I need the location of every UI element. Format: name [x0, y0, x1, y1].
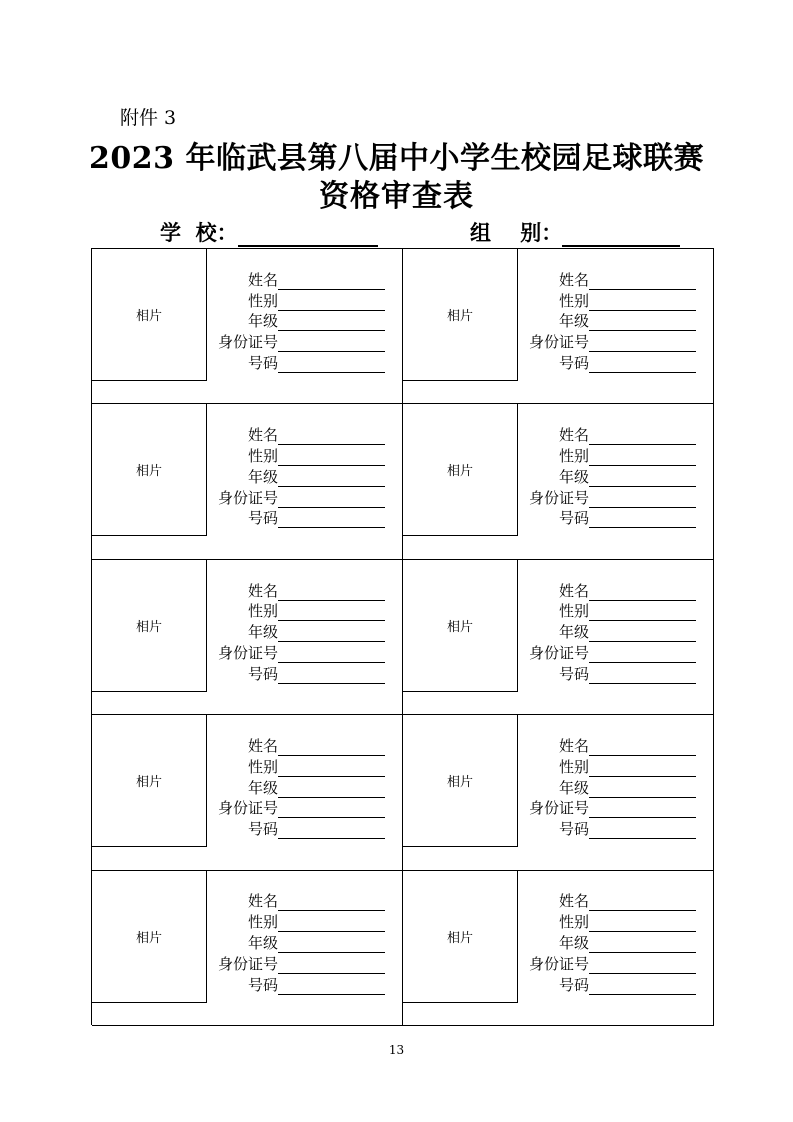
field-row [210, 953, 385, 974]
player-card [92, 560, 403, 715]
field-label: 年级 [247, 312, 278, 331]
field-row [521, 891, 696, 912]
field-row [210, 352, 385, 373]
player-fields [210, 269, 385, 373]
field-row [521, 756, 696, 777]
field-label: 姓名 [558, 426, 589, 445]
field-blank-line[interactable] [589, 470, 696, 487]
page-number: 13 [388, 1043, 405, 1057]
field-blank-line[interactable] [278, 428, 385, 445]
school-field [160, 217, 378, 247]
field-blank-line[interactable] [589, 781, 696, 798]
field-blank-line[interactable] [278, 511, 385, 528]
field-row [521, 487, 696, 508]
field-label: 性别 [558, 446, 589, 465]
field-label: 身份证号 [528, 333, 589, 352]
group-blank-line[interactable] [562, 223, 680, 247]
group-label: 组 别： [470, 220, 563, 245]
field-blank-line[interactable] [589, 667, 696, 684]
field-blank-line[interactable] [278, 646, 385, 663]
school-label: 学 校： [160, 220, 238, 245]
field-row [210, 818, 385, 839]
field-row [521, 818, 696, 839]
field-label: 年级 [558, 778, 589, 797]
player-card-grid [91, 248, 714, 1025]
field-label: 身份证号 [528, 488, 589, 507]
field-blank-line[interactable] [589, 760, 696, 777]
field-blank-line[interactable] [589, 335, 696, 352]
field-blank-line[interactable] [278, 667, 385, 684]
field-row [521, 424, 696, 445]
field-row [521, 311, 696, 332]
field-blank-line[interactable] [589, 822, 696, 839]
field-blank-line[interactable] [589, 428, 696, 445]
field-blank-line[interactable] [589, 356, 696, 373]
field-blank-line[interactable] [589, 915, 696, 932]
player-card [92, 871, 403, 1026]
field-label: 年级 [247, 623, 278, 642]
field-row [521, 352, 696, 373]
photo-box: 相片 [403, 715, 518, 847]
photo-box: 相片 [92, 560, 207, 692]
field-label: 性别 [247, 602, 278, 621]
field-label: 年级 [558, 933, 589, 952]
photo-box: 相片 [403, 560, 518, 692]
field-blank-line[interactable] [589, 978, 696, 995]
page-title: 2023 年临武县第八届中小学生校园足球联赛 [89, 141, 704, 176]
field-row [210, 974, 385, 995]
player-fields [521, 891, 696, 995]
field-blank-line[interactable] [589, 646, 696, 663]
field-blank-line[interactable] [589, 273, 696, 290]
field-label: 年级 [247, 778, 278, 797]
field-label: 号码 [558, 820, 589, 839]
field-blank-line[interactable] [278, 273, 385, 290]
field-label: 身份证号 [528, 799, 589, 818]
field-blank-line[interactable] [589, 584, 696, 601]
school-blank-line[interactable] [238, 223, 378, 247]
field-row [210, 642, 385, 663]
field-blank-line[interactable] [278, 356, 385, 373]
photo-box: 相片 [403, 871, 518, 1003]
field-label: 性别 [558, 757, 589, 776]
field-blank-line[interactable] [278, 760, 385, 777]
field-label: 性别 [558, 602, 589, 621]
photo-box: 相片 [92, 404, 207, 536]
field-label: 性别 [247, 913, 278, 932]
field-row [521, 621, 696, 642]
field-row [521, 798, 696, 819]
field-blank-line[interactable] [278, 604, 385, 621]
field-blank-line[interactable] [278, 781, 385, 798]
player-card [403, 404, 714, 559]
field-label: 号码 [247, 353, 278, 372]
field-row [210, 424, 385, 445]
field-row [521, 445, 696, 466]
field-row [210, 601, 385, 622]
field-row [521, 331, 696, 352]
field-blank-line[interactable] [589, 511, 696, 528]
field-blank-line[interactable] [278, 584, 385, 601]
field-label: 姓名 [558, 270, 589, 289]
player-fields [210, 580, 385, 684]
field-label: 身份证号 [528, 954, 589, 973]
field-label: 性别 [247, 757, 278, 776]
player-fields [210, 891, 385, 995]
field-blank-line[interactable] [278, 625, 385, 642]
field-row [521, 932, 696, 953]
player-fields [210, 735, 385, 839]
player-card [403, 871, 714, 1026]
player-card [403, 715, 714, 870]
field-row [210, 487, 385, 508]
field-row [210, 932, 385, 953]
field-label: 姓名 [247, 426, 278, 445]
field-label: 姓名 [247, 892, 278, 911]
player-fields [521, 269, 696, 373]
field-blank-line[interactable] [278, 470, 385, 487]
field-row [521, 642, 696, 663]
field-blank-line[interactable] [589, 314, 696, 331]
field-row [210, 735, 385, 756]
player-card [92, 249, 403, 404]
field-label: 身份证号 [528, 643, 589, 662]
field-label: 年级 [558, 623, 589, 642]
field-row [521, 663, 696, 684]
field-blank-line[interactable] [278, 894, 385, 911]
field-label: 身份证号 [217, 954, 278, 973]
player-card [403, 560, 714, 715]
player-fields [521, 424, 696, 528]
field-row [521, 290, 696, 311]
field-blank-line[interactable] [278, 936, 385, 953]
field-row [210, 466, 385, 487]
page-subtitle: 资格审查表 [319, 179, 474, 214]
field-label: 号码 [558, 509, 589, 528]
field-row [521, 735, 696, 756]
field-label: 姓名 [558, 736, 589, 755]
field-blank-line[interactable] [589, 739, 696, 756]
field-label: 年级 [247, 933, 278, 952]
field-row [521, 601, 696, 622]
field-row [210, 269, 385, 290]
field-row [210, 445, 385, 466]
field-blank-line[interactable] [278, 314, 385, 331]
field-label: 身份证号 [217, 488, 278, 507]
field-label: 号码 [558, 353, 589, 372]
field-row [210, 580, 385, 601]
field-label: 号码 [558, 975, 589, 994]
field-blank-line[interactable] [589, 894, 696, 911]
field-blank-line[interactable] [278, 739, 385, 756]
field-blank-line[interactable] [589, 294, 696, 311]
field-label: 年级 [558, 312, 589, 331]
field-label: 号码 [558, 664, 589, 683]
field-row [210, 331, 385, 352]
field-row [521, 953, 696, 974]
field-label: 号码 [247, 975, 278, 994]
field-label: 号码 [247, 509, 278, 528]
player-card [92, 404, 403, 559]
field-label: 身份证号 [217, 643, 278, 662]
field-row [210, 798, 385, 819]
field-row [210, 891, 385, 912]
field-label: 性别 [558, 291, 589, 310]
field-blank-line[interactable] [278, 801, 385, 818]
field-label: 号码 [247, 664, 278, 683]
field-label: 年级 [247, 467, 278, 486]
field-blank-line[interactable] [589, 449, 696, 466]
player-fields [521, 735, 696, 839]
field-row [521, 580, 696, 601]
field-blank-line[interactable] [278, 978, 385, 995]
field-row [521, 466, 696, 487]
photo-box: 相片 [403, 249, 518, 381]
field-label: 姓名 [247, 581, 278, 600]
field-label: 号码 [247, 820, 278, 839]
field-blank-line[interactable] [589, 491, 696, 508]
photo-box: 相片 [92, 249, 207, 381]
field-label: 姓名 [247, 270, 278, 289]
field-row [210, 290, 385, 311]
field-blank-line[interactable] [589, 957, 696, 974]
photo-box: 相片 [403, 404, 518, 536]
field-label: 年级 [558, 467, 589, 486]
field-label: 身份证号 [217, 333, 278, 352]
field-row [210, 777, 385, 798]
field-label: 姓名 [558, 892, 589, 911]
field-row [521, 508, 696, 529]
field-row [210, 621, 385, 642]
field-blank-line[interactable] [589, 604, 696, 621]
photo-box: 相片 [92, 715, 207, 847]
field-blank-line[interactable] [589, 801, 696, 818]
field-label: 性别 [558, 913, 589, 932]
group-field [470, 217, 680, 247]
field-blank-line[interactable] [589, 936, 696, 953]
player-card [403, 249, 714, 404]
player-fields [521, 580, 696, 684]
field-label: 性别 [247, 291, 278, 310]
field-blank-line[interactable] [278, 294, 385, 311]
player-card [92, 715, 403, 870]
field-blank-line[interactable] [278, 335, 385, 352]
field-row [521, 777, 696, 798]
field-row [521, 911, 696, 932]
field-row [210, 508, 385, 529]
field-blank-line[interactable] [589, 625, 696, 642]
field-label: 姓名 [558, 581, 589, 600]
player-fields [210, 424, 385, 528]
field-blank-line[interactable] [278, 491, 385, 508]
field-blank-line[interactable] [278, 822, 385, 839]
field-blank-line[interactable] [278, 957, 385, 974]
field-label: 性别 [247, 446, 278, 465]
photo-box: 相片 [92, 871, 207, 1003]
field-row [210, 756, 385, 777]
field-blank-line[interactable] [278, 449, 385, 466]
field-row [210, 911, 385, 932]
field-label: 姓名 [247, 736, 278, 755]
field-row [521, 974, 696, 995]
field-blank-line[interactable] [278, 915, 385, 932]
field-row [210, 311, 385, 332]
attachment-label: 附件 3 [120, 107, 177, 129]
field-row [521, 269, 696, 290]
field-label: 身份证号 [217, 799, 278, 818]
field-row [210, 663, 385, 684]
